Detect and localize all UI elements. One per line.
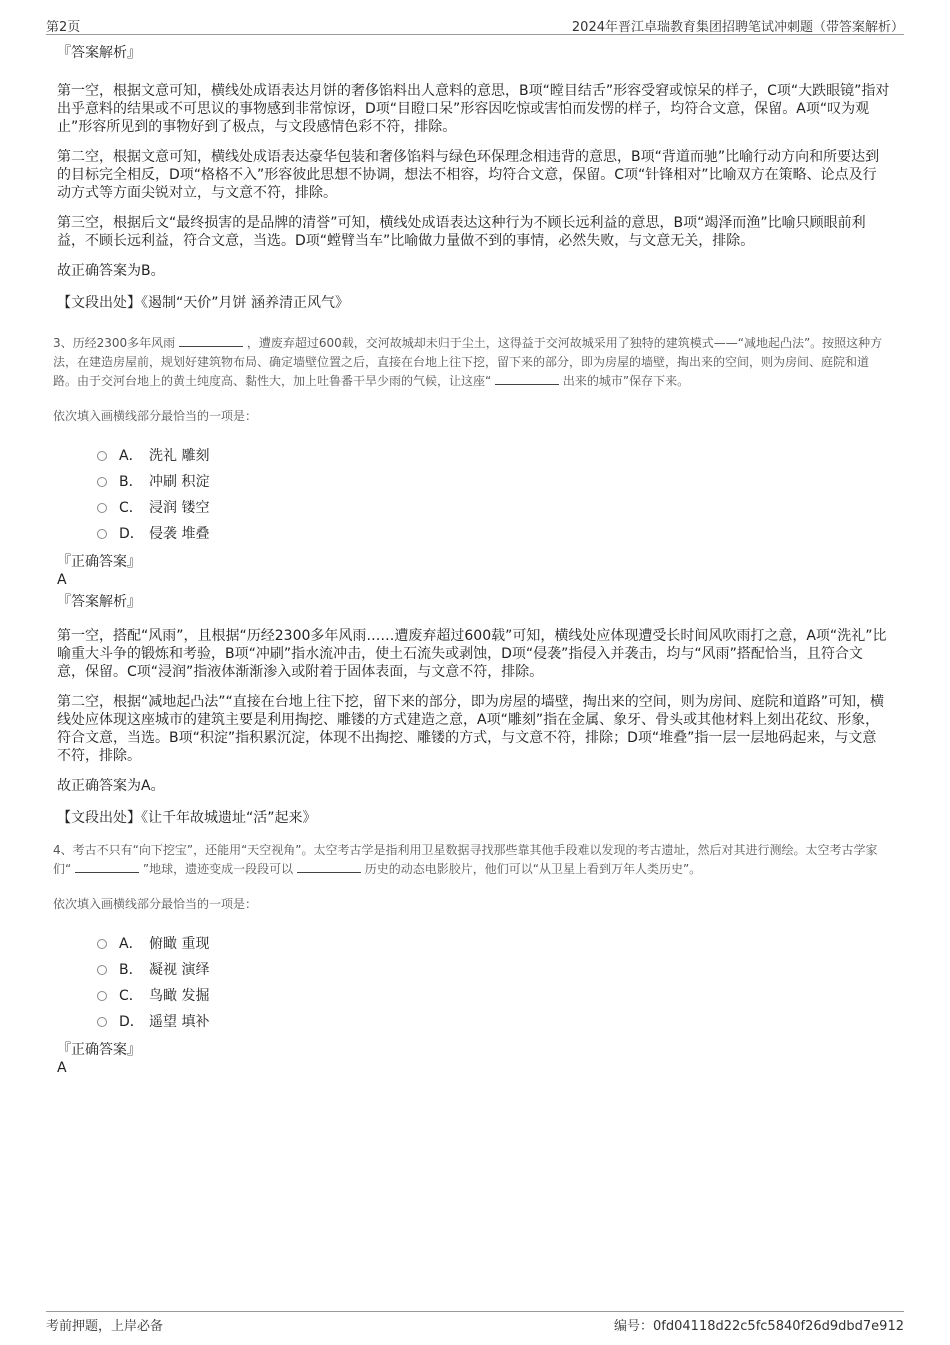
q4-blank-1	[75, 860, 139, 873]
q3-text-part-1: 3、历经2300多年风雨	[53, 336, 176, 350]
q2-analysis-label: 『答案解析』	[57, 45, 141, 61]
q4-option-a[interactable]	[97, 931, 890, 957]
radio-button-icon[interactable]	[97, 451, 107, 461]
option-text: 洗礼 雕刻	[149, 448, 210, 464]
option-text: 遥望 填补	[149, 1014, 210, 1030]
option-text: 俯瞰 重现	[149, 936, 210, 952]
option-letter: C．	[119, 988, 143, 1004]
q2-analysis-para-3: 第三空，根据后文“最终损害的是品牌的清誉”可知，横线处成语表达这种行为不顾长远利益的意思，B项“竭泽而渔”比喻只顾眼前利益，不顾长远利益，符合文意，当选。D项“螳臂当车”比喻做力量做不到的事情，必然失败，与文意无关，排除。	[57, 215, 866, 249]
footer-slogan: 考前押题，上岸必备	[46, 1319, 164, 1334]
page-footer	[46, 1311, 904, 1332]
radio-button-icon[interactable]	[97, 503, 107, 513]
q4-answer-value: A	[57, 1060, 67, 1076]
option-letter: B．	[119, 474, 143, 490]
option-letter: B．	[119, 962, 143, 978]
q3-answer-block	[57, 553, 890, 611]
q3-instruction: 依次填入画横线部分最恰当的一项是：	[53, 409, 258, 423]
q4-text-part-2: ”地球，遗迹变成一段段可以	[142, 862, 294, 876]
q3-option-b[interactable]	[97, 469, 890, 495]
page-number: 第2页	[46, 20, 81, 35]
option-text: 浸润 镂空	[149, 500, 210, 516]
q4-instruction: 依次填入画横线部分最恰当的一项是：	[53, 897, 258, 911]
option-letter: D．	[119, 1014, 144, 1030]
q4-option-c[interactable]	[97, 983, 890, 1009]
radio-button-icon[interactable]	[97, 477, 107, 487]
option-text: 鸟瞰 发掘	[149, 988, 210, 1004]
q4-answer-block	[57, 1041, 890, 1077]
q3-options	[97, 443, 890, 547]
option-letter: A．	[119, 448, 143, 464]
q4-blank-2	[297, 860, 361, 873]
q3-source: 【文段出处】《让千年故城遗址“活”起来》	[57, 810, 317, 826]
q3-analysis-label: 『答案解析』	[57, 594, 141, 610]
q4-option-d[interactable]	[97, 1009, 890, 1035]
q3-option-c[interactable]	[97, 495, 890, 521]
q3-conclusion: 故正确答案为A。	[57, 778, 165, 794]
q2-source: 【文段出处】《遏制“天价”月饼 涵养清正风气》	[57, 295, 349, 311]
radio-button-icon[interactable]	[97, 965, 107, 975]
q3-analysis-para-2: 第二空，根据“减地起凸法”“直接在台地上往下挖，留下来的部分，即为房屋的墙壁，掏出来的空间，则为房间、庭院和道路”可知，横线处应体现这座城市的建筑主要是利用掏挖、雕镂的方式建造之意，A项“雕刻”指在金属、象牙、骨头或其他材料上刻出花纹、形象，符合文意，当选。B项“积淀”指积累沉淀，体现不出掏挖、雕镂的方式，与文意不符，排除；D项“堆叠”指一层一层地码起来，与文意不符，排除。	[57, 694, 885, 764]
q3-blank-2	[495, 372, 559, 385]
q3-blank-1	[179, 334, 243, 347]
option-letter: C．	[119, 500, 143, 516]
document-title: 2024年晋江卓瑞教育集团招聘笔试冲刺题（带答案解析）	[571, 20, 904, 35]
q2-conclusion: 故正确答案为B。	[57, 263, 165, 279]
q3-answer-label: 『正确答案』	[57, 554, 141, 570]
radio-button-icon[interactable]	[97, 939, 107, 949]
q4-text-part-1: 4、考古不只有“向下挖宝”，还能用“天空视角”。太空考古学是指利用卫星数据寻找那些靠其他手段难以发现的考古遗址，然后对其进行测绘。太空考古学家们“	[53, 843, 878, 876]
q4-text-part-3: 历史的动态电影胶片，他们可以“从卫星上看到万年人类历史”。	[364, 862, 702, 876]
document-code: 编号：0fd04118d22c5fc5840f26d9dbd7e912	[614, 1319, 904, 1334]
q4-options	[97, 931, 890, 1035]
page-content	[53, 44, 890, 1077]
q3-option-a[interactable]	[97, 443, 890, 469]
option-text: 侵袭 堆叠	[149, 526, 210, 542]
radio-button-icon[interactable]	[97, 529, 107, 539]
q4-option-b[interactable]	[97, 957, 890, 983]
q3-question-text	[53, 334, 890, 391]
q2-analysis-para-2: 第二空，根据文意可知，横线处成语表达豪华包装和奢侈馅料与绿色环保理念相违背的意思，B项“背道而驰”比喻行动方向和所要达到的目标完全相反，D项“格格不入”形容彼此思想不协调，想法不相容，均符合文意，保留。C项“针锋相对”比喻双方在策略、论点及行动方式等方面尖锐对立，与文意不符，排除。	[57, 149, 880, 201]
q3-text-part-3: 出来的城市”保存下来。	[562, 374, 690, 388]
q3-analysis-para-1: 第一空，搭配“风雨”，且根据“历经2300多年风雨……遭废弃超过600载”可知，横线处应体现遭受长时间风吹雨打之意，A项“洗礼”比喻重大斗争的锻炼和考验，B项“冲刷”指水流冲击，使土石流失或剥蚀，D项“侵袭”指侵入并袭击，均与“风雨”搭配恰当，且符合文意，保留。C项“浸润”指液体渐渐渗入或附着于固体表面，与文意不符，排除。	[57, 628, 887, 680]
q4-question-text	[53, 841, 890, 879]
option-text: 凝视 演绎	[149, 962, 210, 978]
page-header	[46, 14, 904, 35]
option-text: 冲刷 积淀	[149, 474, 210, 490]
radio-button-icon[interactable]	[97, 991, 107, 1001]
q3-text-part-2: ，遭废弃超过600载，交河故城却未归于尘土，这得益于交河故城采用了独特的建筑模式——“减地起凸法”。按照这种方法，在建造房屋前，规划好建筑物布局、确定墙壁位置之后，直接在台地上往下挖，留下来的部分，即为房屋的墙壁，掏出来的空间，则为房间、庭院和道路。由于交河台地上的黄土纯度高、黏性大，加上吐鲁番干旱少雨的气候，让这座“	[53, 336, 883, 388]
q3-option-d[interactable]	[97, 521, 890, 547]
radio-button-icon[interactable]	[97, 1017, 107, 1027]
q4-answer-label: 『正确答案』	[57, 1042, 141, 1058]
option-letter: D．	[119, 526, 144, 542]
option-letter: A．	[119, 936, 143, 952]
q2-analysis-para-1: 第一空，根据文意可知，横线处成语表达月饼的奢侈馅料出人意料的意思，B项“瞠目结舌”形容受窘或惊呆的样子，C项“大跌眼镜”指对出乎意料的结果或不可思议的事物感到非常惊讶，D项“目瞪口呆”形容因吃惊或害怕而发愣的样子，均符合文意，保留。A项“叹为观止”形容所见到的事物好到了极点，与文段感情色彩不符，排除。	[57, 83, 890, 135]
q3-answer-value: A	[57, 572, 67, 588]
